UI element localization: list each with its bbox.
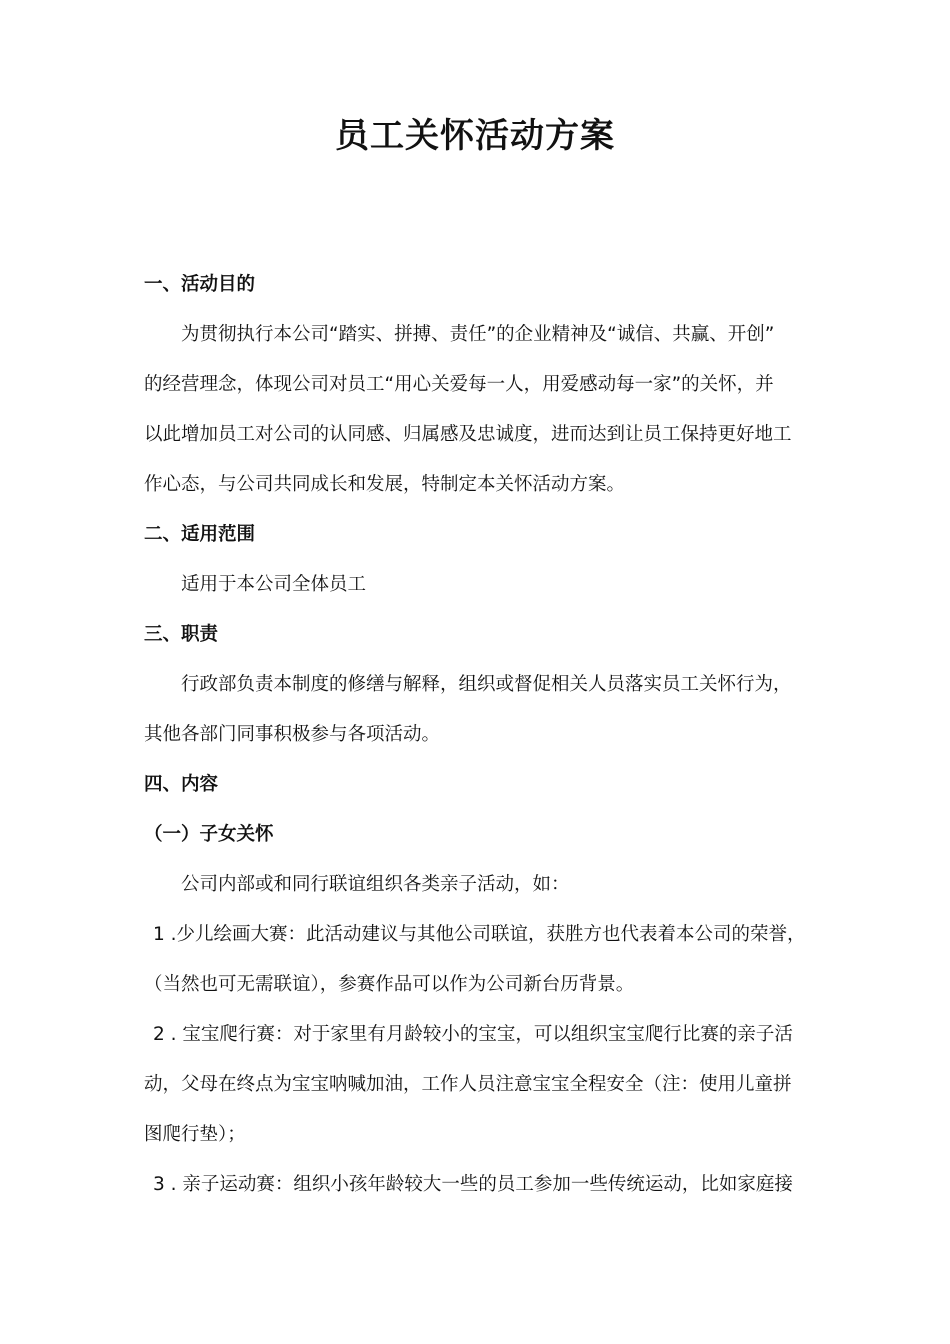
- list-item-line: 图爬行垫）；: [144, 1124, 246, 1145]
- section-heading-duties: 三、职责: [144, 624, 219, 645]
- paragraph-line: 其他各部门同事积极参与各项活动。: [144, 724, 441, 745]
- list-item-line: 1 .少儿绘画大赛：此活动建议与其他公司联谊，获胜方也代表着本公司的荣誉，: [153, 924, 806, 945]
- document-title: 员工关怀活动方案: [335, 116, 615, 156]
- list-item-line: 2 . 宝宝爬行赛：对于家里有月龄较小的宝宝，可以组织宝宝爬行比赛的亲子活: [153, 1024, 793, 1045]
- paragraph-line: 的经营理念，体现公司对员工“用心关爱每一人，用爱感动每一家”的关怀，并: [144, 374, 774, 395]
- subsection-heading-children-care: （一）子女关怀: [144, 824, 274, 845]
- paragraph-line: 作心态，与公司共同成长和发展，特制定本关怀活动方案。: [144, 474, 626, 495]
- list-item-line: （当然也可无需联谊），参赛作品可以作为公司新台历背景。: [144, 974, 635, 995]
- paragraph-line: 为贯彻执行本公司“踏实、拼搏、责任”的企业精神及“诚信、共赢、开创”: [181, 324, 775, 345]
- section-heading-purpose: 一、活动目的: [144, 274, 256, 295]
- paragraph-line: 行政部负责本制度的修缮与解释，组织或督促相关人员落实员工关怀行为，: [181, 674, 792, 695]
- section-heading-scope: 二、适用范围: [144, 524, 256, 545]
- paragraph-line: 以此增加员工对公司的认同感、归属感及忠诚度，进而达到让员工保持更好地工: [144, 424, 792, 445]
- paragraph-line: 适用于本公司全体员工: [181, 574, 367, 595]
- list-item-line: 动，父母在终点为宝宝呐喊加油，工作人员注意宝宝全程安全（注：使用儿童拼: [144, 1074, 792, 1095]
- paragraph-line: 公司内部或和同行联谊组织各类亲子活动，如：: [181, 874, 570, 895]
- list-item-line: 3 . 亲子运动赛：组织小孩年龄较大一些的员工参加一些传统运动，比如家庭接: [153, 1174, 793, 1195]
- document-body: [144, 266, 810, 1216]
- section-heading-content: 四、内容: [144, 774, 219, 795]
